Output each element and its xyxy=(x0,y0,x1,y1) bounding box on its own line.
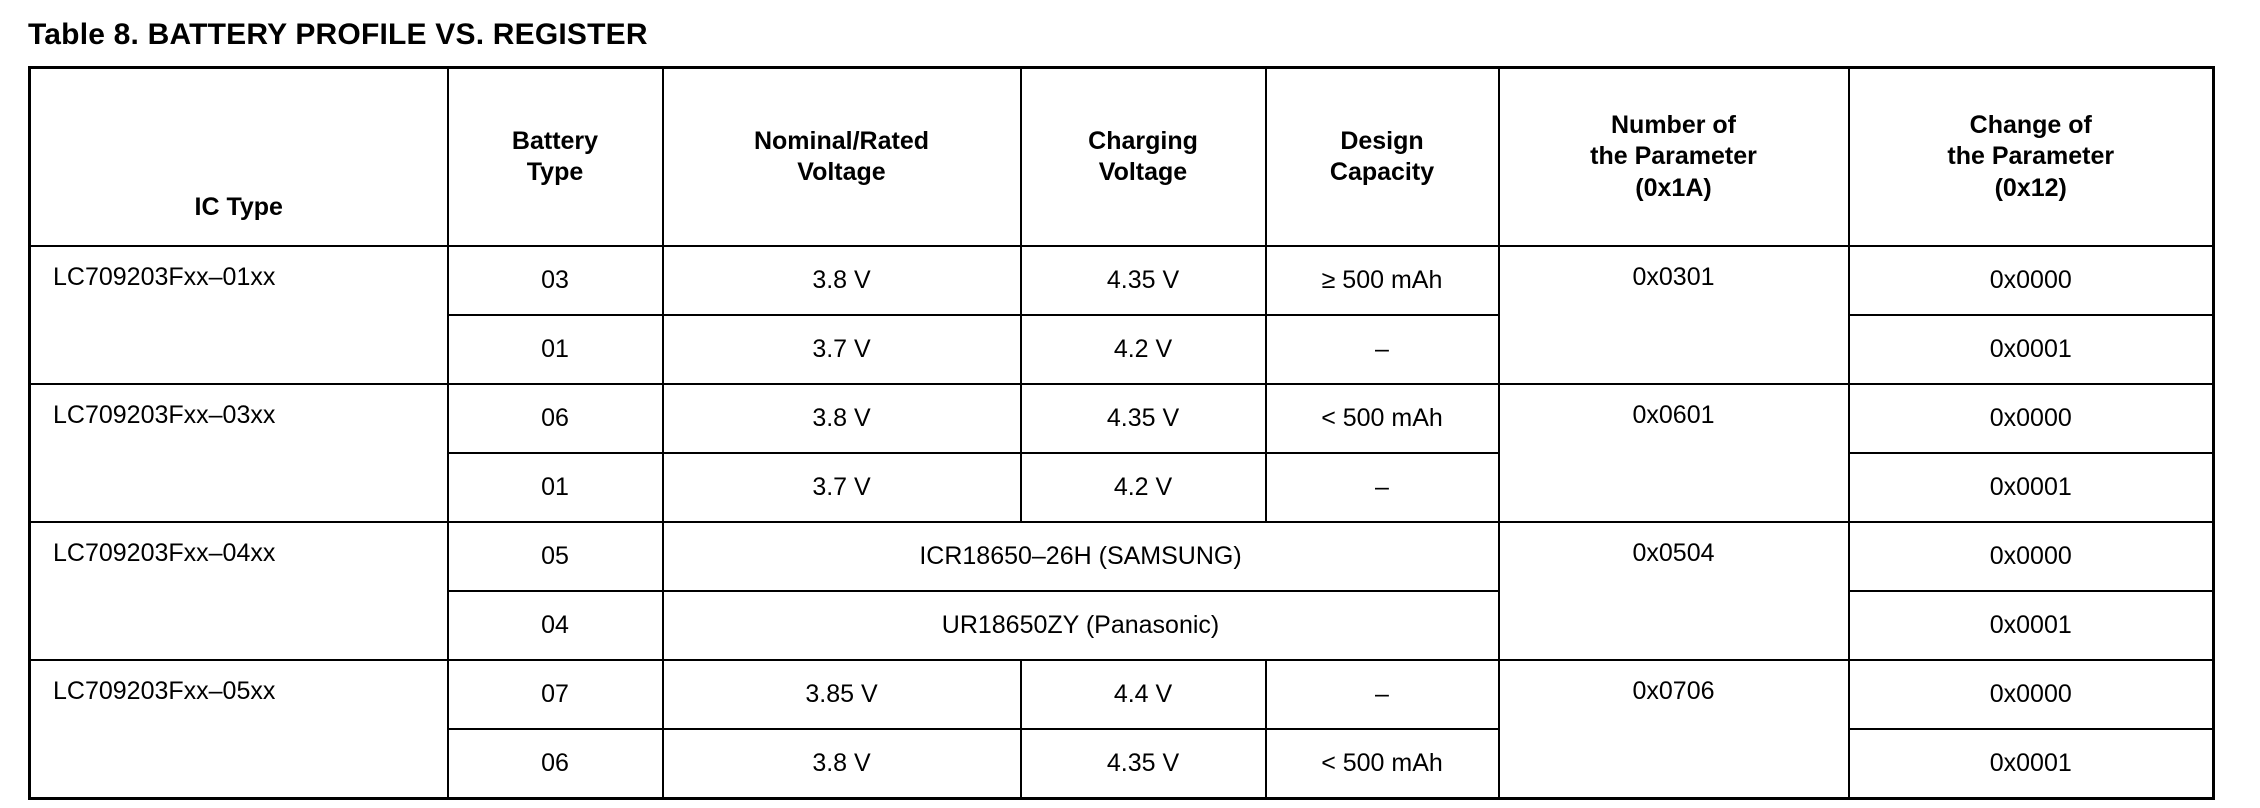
cell-battery-type: 06 xyxy=(448,384,663,453)
cell-ic-type: LC709203Fxx–04xx xyxy=(30,522,448,660)
column-header-ic-type: IC Type xyxy=(30,68,448,247)
table-row xyxy=(30,522,2214,591)
cell-battery-type: 01 xyxy=(448,453,663,522)
cell-number-of-parameter: 0x0504 xyxy=(1499,522,1849,660)
cell-charging-voltage: 4.2 V xyxy=(1021,315,1266,384)
table-header-row xyxy=(30,68,2214,247)
cell-nominal-voltage: 3.7 V xyxy=(663,453,1021,522)
table-container xyxy=(28,66,2212,800)
cell-nominal-voltage: 3.8 V xyxy=(663,729,1021,799)
cell-change-of-parameter: 0x0001 xyxy=(1849,453,2214,522)
cell-battery-type: 04 xyxy=(448,591,663,660)
cell-battery-model: UR18650ZY (Panasonic) xyxy=(663,591,1499,660)
column-header-design-capacity: Design Capacity xyxy=(1266,68,1499,247)
cell-design-capacity: – xyxy=(1266,315,1499,384)
cell-nominal-voltage: 3.8 V xyxy=(663,384,1021,453)
cell-battery-type: 03 xyxy=(448,246,663,315)
cell-change-of-parameter: 0x0000 xyxy=(1849,384,2214,453)
cell-design-capacity: – xyxy=(1266,453,1499,522)
cell-number-of-parameter: 0x0301 xyxy=(1499,246,1849,384)
cell-charging-voltage: 4.4 V xyxy=(1021,660,1266,729)
table-row xyxy=(30,384,2214,453)
column-header-change-of-parameter: Change of the Parameter (0x12) xyxy=(1849,68,2214,247)
cell-design-capacity: ≥ 500 mAh xyxy=(1266,246,1499,315)
cell-charging-voltage: 4.35 V xyxy=(1021,384,1266,453)
cell-nominal-voltage: 3.7 V xyxy=(663,315,1021,384)
cell-number-of-parameter: 0x0706 xyxy=(1499,660,1849,799)
table-body xyxy=(30,246,2214,799)
cell-battery-type: 01 xyxy=(448,315,663,384)
cell-battery-type: 06 xyxy=(448,729,663,799)
table-header xyxy=(30,68,2214,247)
cell-battery-type: 07 xyxy=(448,660,663,729)
column-header-battery-type: Battery Type xyxy=(448,68,663,247)
cell-charging-voltage: 4.35 V xyxy=(1021,729,1266,799)
cell-charging-voltage: 4.2 V xyxy=(1021,453,1266,522)
cell-number-of-parameter: 0x0601 xyxy=(1499,384,1849,522)
cell-change-of-parameter: 0x0001 xyxy=(1849,591,2214,660)
cell-battery-type: 05 xyxy=(448,522,663,591)
cell-change-of-parameter: 0x0000 xyxy=(1849,660,2214,729)
table-row xyxy=(30,246,2214,315)
column-header-number-of-parameter: Number of the Parameter (0x1A) xyxy=(1499,68,1849,247)
cell-nominal-voltage: 3.8 V xyxy=(663,246,1021,315)
cell-change-of-parameter: 0x0001 xyxy=(1849,315,2214,384)
cell-change-of-parameter: 0x0000 xyxy=(1849,522,2214,591)
cell-change-of-parameter: 0x0000 xyxy=(1849,246,2214,315)
table-row xyxy=(30,660,2214,729)
cell-design-capacity: < 500 mAh xyxy=(1266,729,1499,799)
cell-battery-model: ICR18650–26H (SAMSUNG) xyxy=(663,522,1499,591)
cell-ic-type: LC709203Fxx–03xx xyxy=(30,384,448,522)
cell-charging-voltage: 4.35 V xyxy=(1021,246,1266,315)
cell-change-of-parameter: 0x0001 xyxy=(1849,729,2214,799)
cell-design-capacity: – xyxy=(1266,660,1499,729)
cell-ic-type: LC709203Fxx–05xx xyxy=(30,660,448,799)
column-header-charging-voltage: Charging Voltage xyxy=(1021,68,1266,247)
cell-ic-type: LC709203Fxx–01xx xyxy=(30,246,448,384)
page-title: Table 8. BATTERY PROFILE VS. REGISTER xyxy=(28,18,648,51)
battery-profile-table xyxy=(28,66,2215,800)
cell-design-capacity: < 500 mAh xyxy=(1266,384,1499,453)
column-header-nominal-voltage: Nominal/Rated Voltage xyxy=(663,68,1021,247)
cell-nominal-voltage: 3.85 V xyxy=(663,660,1021,729)
